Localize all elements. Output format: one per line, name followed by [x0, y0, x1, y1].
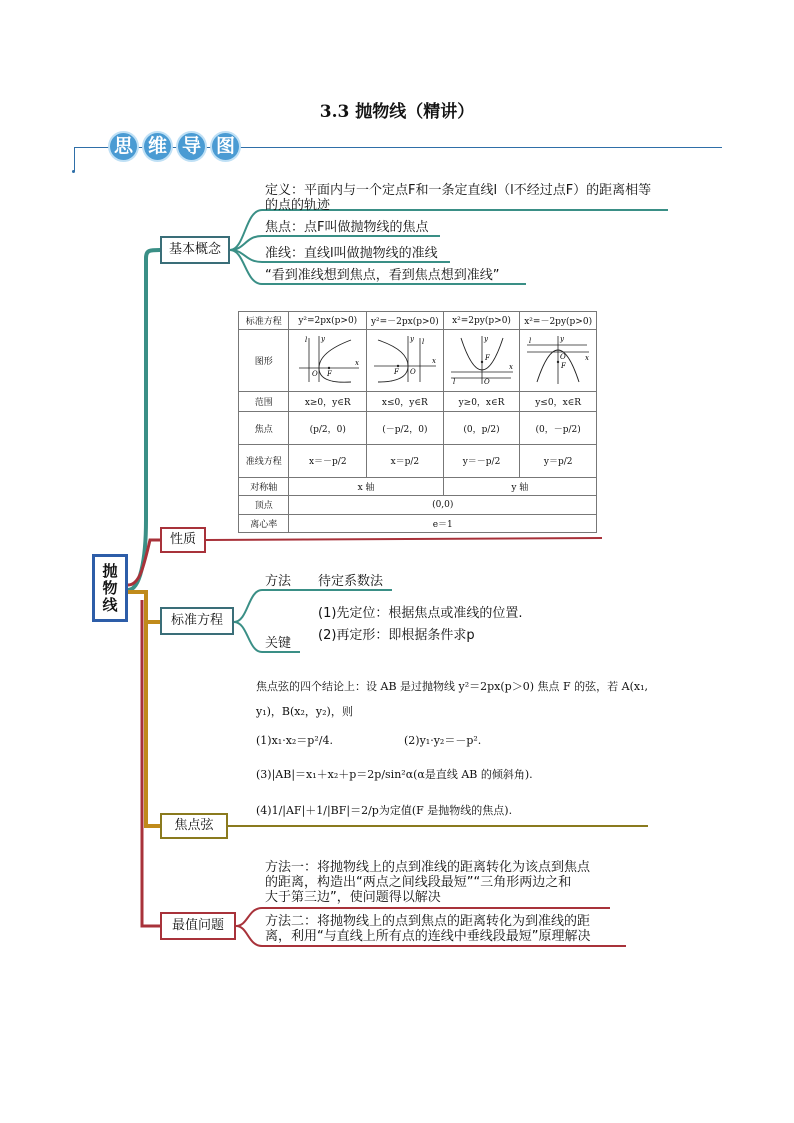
table-row-label: 图形 [239, 330, 289, 391]
table-row-label: 离心率 [239, 514, 289, 532]
node-focal-label: 焦点弦 [174, 818, 214, 833]
banner-char-1: 思 [110, 133, 137, 160]
svg-text:y: y [560, 335, 565, 344]
focus-definition: 焦点：点F叫做抛物线的焦点 [265, 220, 429, 235]
table-cell: (p/2，0) [289, 412, 367, 445]
svg-text:y: y [409, 335, 414, 344]
table-cell: (0，－p/2) [520, 412, 597, 445]
focal-conclusion-3: (3)|AB|＝x₁＋x₂＋p＝2p/sin²α(α是直线 AB 的倾斜角). [256, 768, 533, 781]
table-cell: x≤0，y∈R [367, 391, 444, 411]
key-step-2: (2)再定形：即根据条件求p [318, 628, 475, 643]
method-one-line-2: 的距离，构造出“两点之间线段最短”“三角形两边之和 [265, 875, 572, 890]
properties-table [238, 311, 597, 533]
svg-text:x: x [508, 363, 513, 372]
method-two-text [265, 914, 635, 944]
method-one-text [265, 860, 625, 905]
table-cell: (0，p/2) [443, 412, 520, 445]
svg-text:x: x [431, 357, 436, 366]
graph-up-opening [443, 330, 520, 391]
table-row-label: 焦点 [239, 412, 289, 445]
table-cell: x≥0，y∈R [289, 391, 367, 411]
banner-char-4: 图 [212, 133, 239, 160]
node-property-label: 性质 [169, 532, 196, 547]
node-property [160, 527, 206, 553]
method-value: 待定系数法 [318, 574, 384, 589]
svg-text:y: y [320, 335, 325, 344]
banner-char-2: 维 [144, 133, 171, 160]
table-cell: y 轴 [443, 477, 596, 495]
svg-text:x: x [354, 359, 359, 368]
banner-char-3: 导 [178, 133, 205, 160]
graph-left-opening [367, 330, 444, 391]
focal-intro-line-1: 焦点弦的四个结论上：设 AB 是过抛物线 y²＝2px(p＞0) 焦点 F 的弦，若 A(x₁, [256, 680, 648, 693]
svg-text:F: F [561, 362, 567, 371]
svg-text:F: F [326, 370, 332, 379]
directrix-definition: 准线：直线l叫做抛物线的准线 [265, 246, 438, 261]
table-cell: (－p/2，0) [367, 412, 444, 445]
method-label: 方法 [265, 574, 292, 589]
table-header: y²=－2px(p>0) [367, 312, 444, 330]
svg-text:F: F [484, 354, 490, 363]
definition-line-1: 定义：平面内与一个定点F和一条定直线l（l不经过点F）的距离相等 [265, 183, 652, 198]
table-row-label: 顶点 [239, 496, 289, 514]
focal-conclusion-4: (4)1/|AF|＋1/|BF|＝2/p为定值(F 是抛物线的焦点). [256, 804, 513, 817]
table-cell: x＝－p/2 [289, 444, 367, 477]
svg-text:l: l [529, 337, 532, 346]
method-two-line-2: 离，利用“与直线上所有点的连线中垂线段最短”原理解决 [265, 929, 591, 944]
node-basic-concept [160, 236, 230, 264]
table-cell: y＝p/2 [520, 444, 597, 477]
method-one-line-3: 大于第三边”，使问题得以解决 [265, 890, 441, 905]
table-cell: (0,0) [289, 496, 597, 514]
focal-conclusion-2: (2)y₁·y₂＝－p². [404, 734, 482, 747]
key-label: 关键 [265, 636, 292, 651]
table-cell: y＝－p/2 [443, 444, 520, 477]
svg-text:l: l [452, 378, 455, 387]
table-header: y²=2px(p>0) [289, 312, 367, 330]
node-focal-chord [160, 813, 228, 839]
focal-conclusion-1: (1)x₁·x₂＝p²/4. [256, 734, 333, 747]
table-row-label: 对称轴 [239, 477, 289, 495]
root-node [92, 554, 128, 622]
method-one-line-1: 方法一：将抛物线上的点到准线的距离转化为该点到焦点 [265, 860, 591, 875]
root-label: 抛 物 线 [102, 562, 118, 614]
svg-text:O: O [483, 378, 490, 387]
node-extreme-label: 最值问题 [171, 918, 224, 933]
svg-text:O: O [560, 353, 566, 362]
graph-down-opening [520, 330, 597, 391]
node-standard-label: 标准方程 [170, 613, 223, 628]
table-header: 标准方程 [239, 312, 289, 330]
table-cell: x＝p/2 [367, 444, 444, 477]
method-two-line-1: 方法二：将抛物线上的点到焦点的距离转化为到准线的距 [265, 914, 591, 929]
svg-text:l: l [421, 338, 425, 347]
svg-text:x: x [585, 354, 590, 363]
svg-text:y: y [483, 335, 488, 344]
table-cell: x 轴 [289, 477, 443, 495]
focal-intro-line-2: y₁)，B(x₂，y₂)，则 [256, 705, 353, 718]
page-title: 3.3 抛物线（精讲） [319, 102, 475, 122]
svg-text:O: O [311, 370, 318, 379]
svg-text:F: F [393, 368, 399, 377]
node-extreme-value [160, 912, 236, 940]
table-cell: e＝1 [289, 514, 597, 532]
mnemonic-hint: “看到准线想到焦点，看到焦点想到准线” [265, 268, 500, 283]
table-cell: y≥0，x∈R [443, 391, 520, 411]
definition-text [265, 183, 675, 213]
graph-right-opening [289, 330, 367, 391]
table-cell: y≤0，x∈R [520, 391, 597, 411]
table-header: x²=2py(p>0) [443, 312, 520, 330]
svg-text:O: O [409, 368, 416, 377]
node-basic-label: 基本概念 [168, 242, 221, 257]
key-step-1: (1)先定位：根据焦点或准线的位置. [318, 606, 523, 621]
table-header: x²=－2py(p>0) [520, 312, 597, 330]
table-row-label: 范围 [239, 391, 289, 411]
svg-text:l: l [304, 336, 307, 345]
definition-line-2: 的点的轨迹 [265, 198, 331, 213]
node-standard-equation [160, 607, 234, 635]
table-row-label: 准线方程 [239, 444, 289, 477]
